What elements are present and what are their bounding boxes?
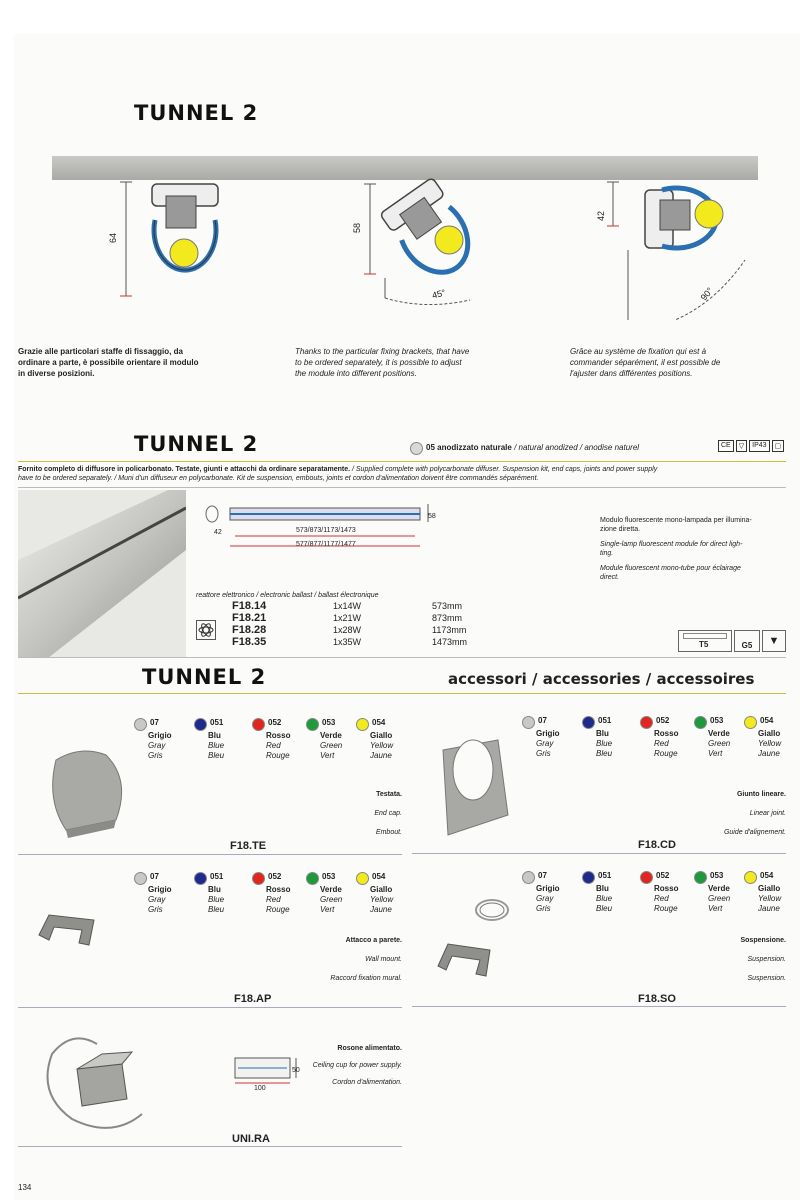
product-codes: F18.14 F18.21 F18.28 F18.35 — [232, 600, 267, 648]
color-code: 052 — [268, 872, 282, 881]
color-name-it: Blu — [208, 885, 221, 894]
color-name-fr: Gris — [148, 905, 163, 914]
section2-bottom-rule — [18, 657, 786, 658]
color-swatch — [306, 872, 319, 885]
cert-badges — [718, 440, 784, 452]
color-option-052 — [640, 716, 678, 759]
color-swatch — [194, 718, 207, 731]
color-option-054 — [356, 718, 393, 761]
so-description: Sospensione. Suspension. Suspension. — [740, 937, 786, 982]
color-name-en: Red — [654, 894, 669, 903]
color-code: 07 — [538, 871, 547, 880]
cd-rule — [412, 853, 786, 854]
dim-58: 58 — [352, 222, 363, 234]
section2-description: Fornito completo di diffusore in policarbonato. Testate, giunti e attacchi da ordinare separatamente. / Supplied complete with polycarbonate diffuser. Suspension kit, end caps, joints and power supply have to be ordered separately. / Muni d'un diffuseur en polycarbonate. Kit de suspension, embouts, joints et cordon d'alimentation doivent être commandés séparément. — [18, 466, 658, 482]
color-option-054 — [356, 872, 393, 915]
section2-rule-2 — [18, 487, 786, 488]
color-name-fr: Gris — [536, 904, 551, 913]
color-name-en: Blue — [208, 895, 225, 904]
color-swatch — [356, 872, 369, 885]
color-code: 053 — [322, 872, 336, 881]
section2-rule — [18, 461, 786, 462]
color-name-en: Blue — [208, 741, 225, 750]
color-swatch — [252, 872, 265, 885]
color-name-en: Gray — [148, 741, 166, 750]
color-option-051 — [582, 716, 612, 759]
module-description: Modulo fluorescente mono-lampada per illumina- zione diretta. Single-lamp fluorescent module for direct ligh- ting. Module fluorescent mono-tube pour éclairage direct. — [600, 517, 752, 581]
color-code: 051 — [210, 872, 224, 881]
ce-mark-icon: CE — [718, 440, 734, 452]
width-dim: 42 — [214, 529, 222, 536]
color-code: 07 — [150, 718, 159, 727]
color-swatch — [744, 716, 757, 729]
color-code: 052 — [656, 871, 670, 880]
color-name-it: Blu — [596, 884, 609, 893]
color-swatch — [306, 718, 319, 731]
color-name-it: Giallo — [370, 885, 393, 894]
cd-description: Giunto lineare. Linear joint. Guide d'alignement. — [723, 791, 786, 836]
color-name-fr: Jaune — [370, 751, 392, 760]
color-swatch — [582, 716, 595, 729]
color-name-fr: Vert — [320, 905, 335, 914]
wall-mount-image — [34, 905, 104, 955]
color-name-en: Red — [654, 739, 669, 748]
color-name-fr: Jaune — [758, 749, 780, 758]
color-name-fr: Gris — [536, 749, 551, 758]
color-name-en: Green — [708, 739, 731, 748]
color-name-it: Grigio — [148, 731, 172, 740]
ballast-label: reattore elettronico / electronic ballast / ballast électronique — [196, 592, 379, 599]
intro-text-it: Grazie alle particolari staffe di fissaggio, da ordinare a parte, è possibile orientare il modulo in diverse posizioni. — [18, 347, 199, 378]
mounting-diagrams — [0, 150, 800, 320]
section3-title: TUNNEL 2 — [142, 665, 267, 689]
section3-rule — [18, 693, 786, 694]
color-option-053 — [306, 718, 342, 761]
color-option-054 — [744, 871, 781, 914]
lamp-t5-badge: T5 — [678, 630, 732, 652]
color-name-it: Giallo — [758, 729, 781, 738]
color-name-it: Blu — [208, 731, 221, 740]
color-option-07 — [134, 872, 172, 915]
color-option-053 — [694, 871, 730, 914]
color-option-054 — [744, 716, 781, 759]
color-code: 054 — [760, 716, 774, 725]
color-option-052 — [252, 718, 290, 761]
color-option-052 — [640, 871, 678, 914]
color-name-fr: Rouge — [266, 751, 290, 760]
angle-45: 45° — [430, 287, 447, 301]
color-code: 051 — [598, 716, 612, 725]
unira-width: 100 — [254, 1085, 266, 1092]
color-option-07 — [522, 871, 560, 914]
ceiling-band — [52, 156, 758, 180]
color-name-en: Green — [320, 895, 343, 904]
color-name-fr: Rouge — [654, 749, 678, 758]
color-code: 053 — [322, 718, 336, 727]
color-name-it: Rosso — [654, 729, 679, 738]
so-rule — [412, 1006, 786, 1007]
color-name-fr: Rouge — [266, 905, 290, 914]
color-swatch — [640, 871, 653, 884]
color-name-it: Verde — [320, 885, 342, 894]
color-name-en: Yellow — [370, 895, 394, 904]
so-code: F18.SO — [638, 993, 676, 1005]
color-swatch — [694, 871, 707, 884]
color-swatch — [582, 871, 595, 884]
finish-swatch — [410, 442, 423, 455]
unira-height: 50 — [292, 1067, 300, 1074]
f-mark-icon: ▽ — [736, 440, 747, 452]
color-name-it: Grigio — [536, 884, 560, 893]
color-name-en: Gray — [536, 894, 554, 903]
color-name-fr: Jaune — [758, 904, 780, 913]
color-swatch — [522, 871, 535, 884]
color-name-it: Grigio — [536, 729, 560, 738]
color-name-fr: Bleu — [208, 905, 225, 914]
product-lengths: 573mm 873mm 1173mm 1473mm — [432, 601, 468, 647]
section2-title: TUNNEL 2 — [134, 432, 259, 456]
color-option-053 — [306, 872, 342, 915]
color-name-it: Rosso — [266, 885, 291, 894]
color-option-051 — [194, 872, 224, 915]
color-code: 07 — [538, 716, 547, 725]
linear-joint-image — [428, 735, 528, 845]
color-name-fr: Gris — [148, 751, 163, 760]
color-name-it: Blu — [596, 729, 609, 738]
color-swatch — [134, 872, 147, 885]
color-name-fr: Bleu — [596, 749, 613, 758]
profile-90deg — [607, 182, 745, 320]
color-name-fr: Vert — [320, 751, 335, 760]
color-code: 052 — [656, 716, 670, 725]
color-code: 053 — [710, 871, 724, 880]
accessories-heading: accessori / accessories / accessoires — [448, 670, 755, 688]
color-swatch — [744, 871, 757, 884]
color-name-fr: Bleu — [208, 751, 225, 760]
color-name-en: Blue — [596, 739, 613, 748]
fixture-photo — [18, 490, 186, 658]
color-name-en: Red — [266, 895, 281, 904]
color-swatch — [194, 872, 207, 885]
color-name-it: Verde — [320, 731, 342, 740]
color-name-fr: Jaune — [370, 905, 392, 914]
angle-90: 90° — [698, 285, 716, 303]
color-option-051 — [582, 871, 612, 914]
color-swatch — [522, 716, 535, 729]
dim-64: 64 — [108, 232, 119, 244]
unira-rule — [18, 1146, 402, 1147]
color-name-en: Red — [266, 741, 281, 750]
color-name-en: Gray — [536, 739, 554, 748]
color-code: 052 — [268, 718, 282, 727]
color-name-it: Rosso — [654, 884, 679, 893]
ip43-badge: IP43 — [749, 440, 769, 452]
height-dim: 58 — [428, 513, 436, 520]
color-name-en: Yellow — [370, 741, 394, 750]
color-name-fr: Rouge — [654, 904, 678, 913]
color-option-052 — [252, 872, 290, 915]
te-rule — [18, 854, 402, 855]
intro-text-fr: Grâce au système de fixation qui est à commander séparément, il est possible de l'ajuster dans différentes positions. — [570, 347, 721, 378]
page-number: 134 — [18, 1183, 32, 1192]
color-code: 053 — [710, 716, 724, 725]
color-code: 051 — [598, 871, 612, 880]
color-name-fr: Vert — [708, 749, 723, 758]
color-swatch — [694, 716, 707, 729]
te-code: F18.TE — [230, 840, 267, 852]
end-cap-image — [36, 740, 136, 840]
color-name-it: Verde — [708, 884, 730, 893]
color-option-053 — [694, 716, 730, 759]
product-watts: 1x14W 1x21W 1x28W 1x35W — [333, 601, 362, 647]
section1-title: TUNNEL 2 — [134, 101, 259, 125]
color-name-it: Giallo — [370, 731, 393, 740]
color-name-it: Verde — [708, 729, 730, 738]
color-code: 054 — [372, 872, 386, 881]
color-name-fr: Bleu — [596, 904, 613, 913]
class2-icon: ▢ — [772, 440, 785, 452]
cd-code: F18.CD — [638, 839, 676, 851]
color-name-en: Yellow — [758, 739, 782, 748]
ap-code: F18.AP — [234, 993, 272, 1005]
color-swatch — [134, 718, 147, 731]
color-code: 054 — [760, 871, 774, 880]
color-name-en: Green — [708, 894, 731, 903]
color-name-en: Gray — [148, 895, 166, 904]
color-name-en: Yellow — [758, 894, 782, 903]
intro-text-en: Thanks to the particular fixing brackets, that have to be ordered separately, it is possible to adjust the module into different positions. — [295, 347, 470, 378]
color-name-it: Grigio — [148, 885, 172, 894]
color-swatch — [252, 718, 265, 731]
color-code: 051 — [210, 718, 224, 727]
ap-description: Attacco a parete. Wall mount. Raccord fixation mural. — [330, 937, 402, 982]
profile-45deg — [364, 177, 483, 304]
te-description: Testata. End cap. Embout. — [374, 791, 402, 836]
lamp-tube-icon — [683, 633, 727, 639]
electronic-ballast-icon — [196, 620, 216, 640]
socket-g5-badge: G5 — [734, 630, 760, 652]
color-swatch — [356, 718, 369, 731]
suspension-image — [430, 888, 520, 983]
length-dim-top: 573/873/1173/1473 — [296, 527, 356, 534]
color-name-fr: Vert — [708, 904, 723, 913]
dim-42: 42 — [596, 210, 607, 222]
profile-0deg — [120, 182, 218, 296]
ceiling-cup-image — [32, 1024, 162, 1139]
color-swatch — [640, 716, 653, 729]
color-code: 054 — [372, 718, 386, 727]
color-name-it: Giallo — [758, 884, 781, 893]
length-dim-bottom: 577/877/1177/1477 — [296, 541, 356, 548]
finish-info: 05 anodizzato naturale / natural anodized / anodise naturel — [410, 442, 639, 455]
color-name-it: Rosso — [266, 731, 291, 740]
ap-rule — [18, 1007, 402, 1008]
color-option-051 — [194, 718, 224, 761]
color-name-en: Blue — [596, 894, 613, 903]
unira-description: Rosone alimentato. Ceiling cup for power supply. Cordon d'alimentation. — [312, 1045, 402, 1086]
down-arrow-icon: ▼ — [762, 630, 786, 652]
color-option-07 — [134, 718, 172, 761]
unira-code: UNI.RA — [232, 1133, 270, 1145]
color-name-en: Green — [320, 741, 343, 750]
color-code: 07 — [150, 872, 159, 881]
